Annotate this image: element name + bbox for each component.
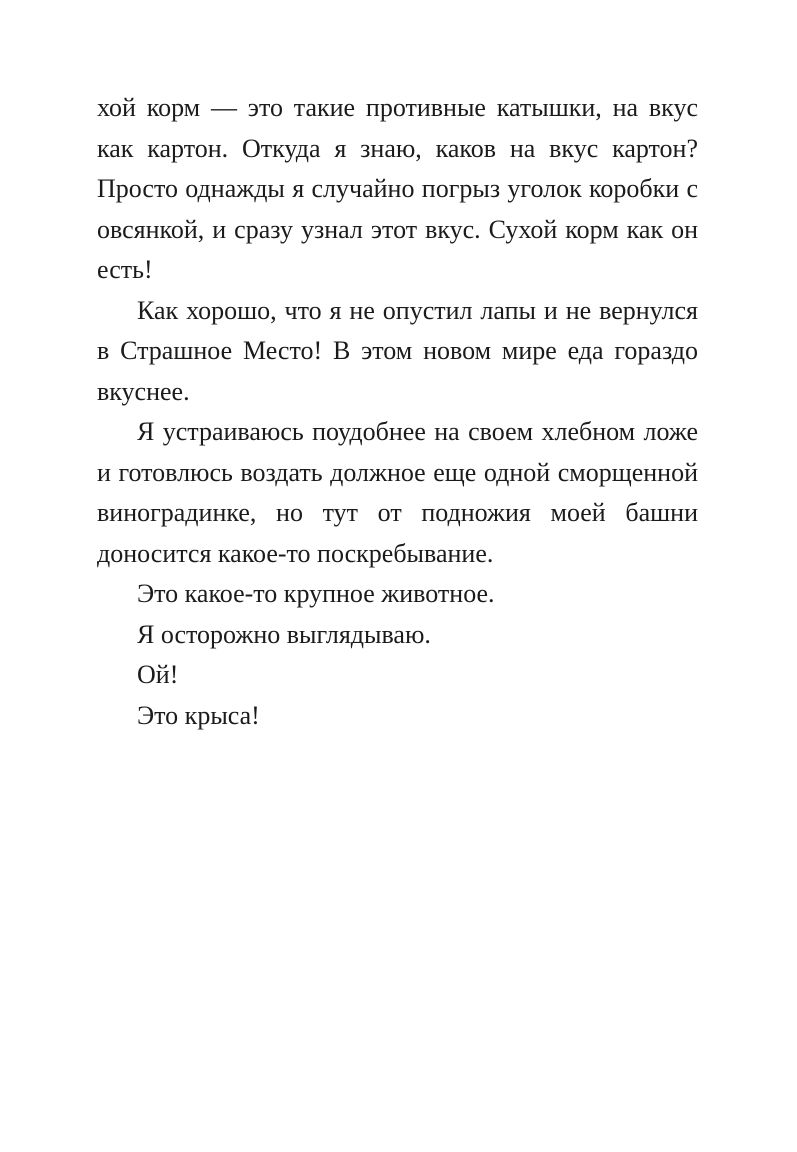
paragraph-relief: Как хорошо, что я не опустил лапы и не вернулся в Страшное Место! В этом новом мире еда гораздо вкуснее. [97, 295, 698, 406]
book-page [97, 88, 698, 736]
paragraph-peek: Я осторожно выглядываю. [137, 619, 431, 649]
paragraph-large-animal: Это какое-то крупное животное. [137, 579, 495, 608]
paragraph-bread-bed: Я устраиваюсь поудобнее на своем хлебном ложе и готовлюсь воздать должное еще одной сморщенной виноградинке, но тут от подножия моей башни доносится какое-то поскребывание. [97, 417, 698, 568]
paragraph-oh: Ой! [137, 660, 179, 689]
paragraph-continuation: хой корм — это такие противные катышки, на вкус как картон. Откуда я знаю, каков на вкус картон? Просто однажды я случайно погрыз уголок коробки с овсянкой, и сразу узнал этот вкус. Сухой корм как он есть! [97, 93, 698, 284]
paragraph-rat: Это крыса! [137, 700, 260, 730]
